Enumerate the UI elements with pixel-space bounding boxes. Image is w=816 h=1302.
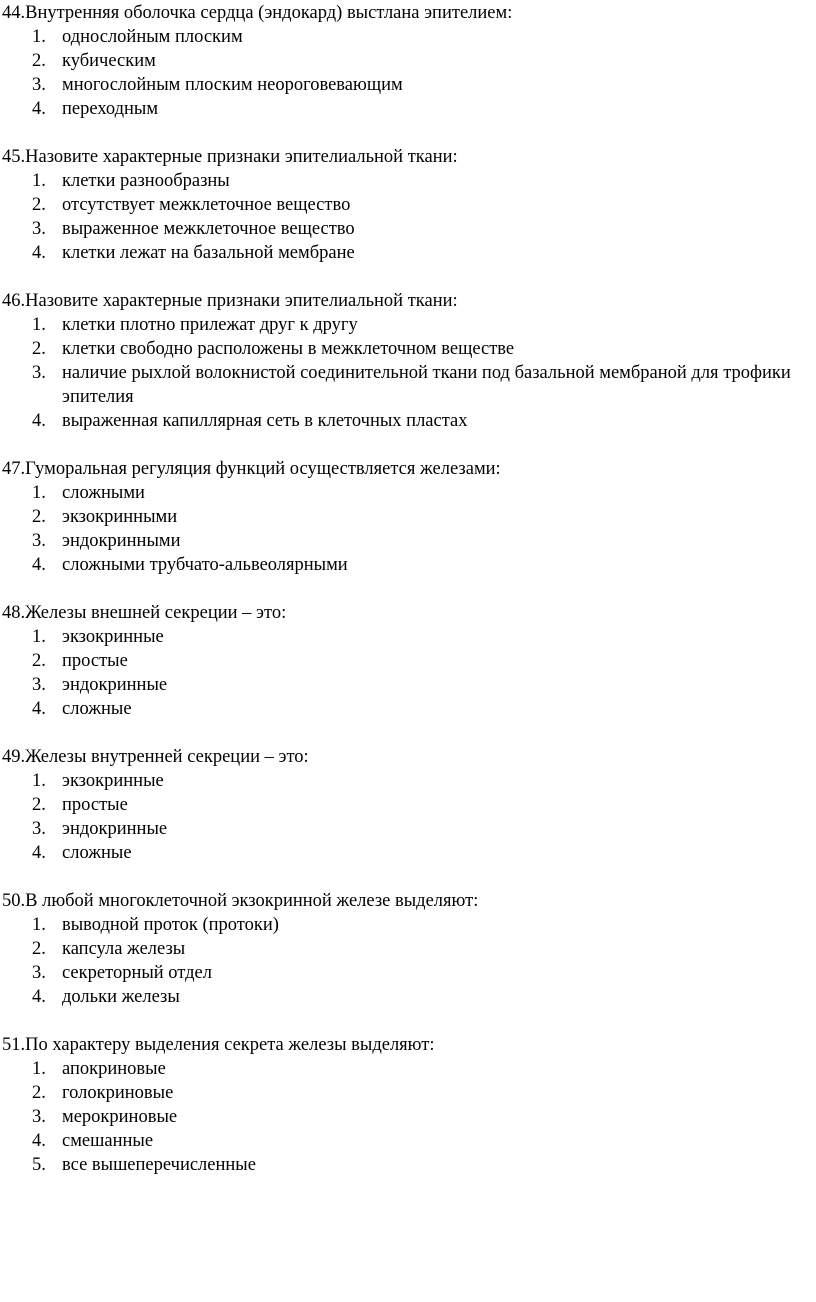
option-number: 3. <box>32 963 46 983</box>
option-number: 4. <box>32 987 46 1007</box>
answer-option <box>0 361 816 409</box>
option-number: 2. <box>32 651 46 671</box>
option-number: 1. <box>32 27 46 47</box>
answer-option <box>0 697 816 721</box>
option-number: 1. <box>32 771 46 791</box>
answer-option <box>0 169 816 193</box>
option-number: 4. <box>32 99 46 119</box>
option-text: выраженная капиллярная сеть в клеточных пластах <box>62 411 468 431</box>
answer-option <box>0 529 816 553</box>
answer-options-list <box>0 25 816 121</box>
question-title: 46.Назовите характерные признаки эпителиальной ткани: <box>2 291 458 311</box>
question-8 <box>0 1033 816 1177</box>
answer-option <box>0 841 816 865</box>
option-text: сложными трубчато-альвеолярными <box>62 555 348 575</box>
option-text: клетки лежат на базальной мембране <box>62 243 355 263</box>
answer-option <box>0 313 816 337</box>
option-number: 1. <box>32 627 46 647</box>
question-5 <box>0 601 816 721</box>
answer-option <box>0 481 816 505</box>
option-text: дольки железы <box>62 987 180 1007</box>
answer-option <box>0 25 816 49</box>
option-number: 3. <box>32 219 46 239</box>
answer-option <box>0 1105 816 1129</box>
question-title: 48.Железы внешней секреции – это: <box>2 603 287 623</box>
option-number: 1. <box>32 915 46 935</box>
answer-options-list <box>0 313 816 433</box>
answer-option <box>0 913 816 937</box>
option-text: сложными <box>62 483 145 503</box>
answer-options-list <box>0 769 816 865</box>
answer-option <box>0 409 816 433</box>
option-text: эндокринные <box>62 819 168 839</box>
question-title: 50.В любой многоклеточной экзокринной железе выделяют: <box>2 891 479 911</box>
option-text: клетки плотно прилежат друг к другу <box>62 315 358 335</box>
option-text: экзокринными <box>62 507 178 527</box>
answer-option <box>0 1081 816 1105</box>
option-number: 3. <box>32 75 46 95</box>
question-2 <box>0 145 816 265</box>
option-number: 4. <box>32 1131 46 1151</box>
option-number: 2. <box>32 51 46 71</box>
option-number: 3. <box>32 531 46 551</box>
answer-option <box>0 961 816 985</box>
option-number: 1. <box>32 483 46 503</box>
option-number: 1. <box>32 315 46 335</box>
answer-option <box>0 1057 816 1081</box>
answer-option <box>0 505 816 529</box>
option-number: 2. <box>32 1083 46 1103</box>
option-text: простые <box>62 795 128 815</box>
option-number: 1. <box>32 171 46 191</box>
option-text: сложные <box>62 843 132 863</box>
answer-option <box>0 1129 816 1153</box>
option-number: 2. <box>32 339 46 359</box>
option-text: однослойным плоским <box>62 27 243 47</box>
option-text: эндокринные <box>62 675 168 695</box>
answer-option <box>0 649 816 673</box>
option-text: капсула железы <box>62 939 186 959</box>
option-number: 3. <box>32 1107 46 1127</box>
option-number: 3. <box>32 675 46 695</box>
option-text: все вышеперечисленные <box>62 1155 256 1175</box>
answer-option <box>0 553 816 577</box>
option-text: мерокриновые <box>62 1107 178 1127</box>
question-title: 44.Внутренняя оболочка сердца (эндокард) выстлана эпителием: <box>2 3 513 23</box>
answer-option <box>0 241 816 265</box>
option-text: смешанные <box>62 1131 154 1151</box>
option-number: 2. <box>32 507 46 527</box>
answer-options-list <box>0 1057 816 1177</box>
answer-option <box>0 985 816 1009</box>
answer-option <box>0 49 816 73</box>
option-text: сложные <box>62 699 132 719</box>
answer-options-list <box>0 481 816 577</box>
question-1 <box>0 1 816 121</box>
answer-option <box>0 97 816 121</box>
answer-option <box>0 817 816 841</box>
option-number: 2. <box>32 795 46 815</box>
question-title: 49.Железы внутренней секреции – это: <box>2 747 309 767</box>
answer-option <box>0 217 816 241</box>
option-number: 2. <box>32 939 46 959</box>
answer-options-list <box>0 625 816 721</box>
option-number: 4. <box>32 843 46 863</box>
option-text: апокриновые <box>62 1059 166 1079</box>
option-number: 4. <box>32 555 46 575</box>
option-text: переходным <box>62 99 159 119</box>
option-number: 4. <box>32 699 46 719</box>
option-text: секреторный отдел <box>62 963 212 983</box>
option-text: голокриновые <box>62 1083 174 1103</box>
option-number: 3. <box>32 363 46 383</box>
answer-option <box>0 1153 816 1177</box>
option-number: 5. <box>32 1155 46 1175</box>
answer-options-list <box>0 913 816 1009</box>
answer-option <box>0 793 816 817</box>
option-text: отсутствует межклеточное вещество <box>62 195 351 215</box>
question-4 <box>0 457 816 577</box>
option-text: экзокринные <box>62 771 164 791</box>
question-6 <box>0 745 816 865</box>
question-title: 47.Гуморальная регуляция функций осуществляется железами: <box>2 459 501 479</box>
question-title: 51.По характеру выделения секрета железы выделяют: <box>2 1035 435 1055</box>
option-text: многослойным плоским неороговевающим <box>62 75 403 95</box>
question-3 <box>0 289 816 433</box>
answer-option <box>0 673 816 697</box>
option-text: эндокринными <box>62 531 181 551</box>
option-text: клетки разнообразны <box>62 171 230 191</box>
option-number: 4. <box>32 243 46 263</box>
answer-option <box>0 769 816 793</box>
option-text: кубическим <box>62 51 156 71</box>
option-text: клетки свободно расположены в межклеточном веществе <box>62 339 515 359</box>
answer-option <box>0 337 816 361</box>
option-number: 2. <box>32 195 46 215</box>
question-7 <box>0 889 816 1009</box>
option-text: простые <box>62 651 128 671</box>
answer-options-list <box>0 169 816 265</box>
option-text: выводной проток (протоки) <box>62 915 279 935</box>
option-number: 3. <box>32 819 46 839</box>
answer-option <box>0 193 816 217</box>
answer-option <box>0 625 816 649</box>
answer-option <box>0 73 816 97</box>
option-number: 1. <box>32 1059 46 1079</box>
option-text: выраженное межклеточное вещество <box>62 219 355 239</box>
option-number: 4. <box>32 411 46 431</box>
question-title: 45.Назовите характерные признаки эпителиальной ткани: <box>2 147 458 167</box>
option-text: экзокринные <box>62 627 164 647</box>
option-text: наличие рыхлой волокнистой соединительной ткани под базальной мембраной для трофики эпителия <box>62 363 791 407</box>
answer-option <box>0 937 816 961</box>
